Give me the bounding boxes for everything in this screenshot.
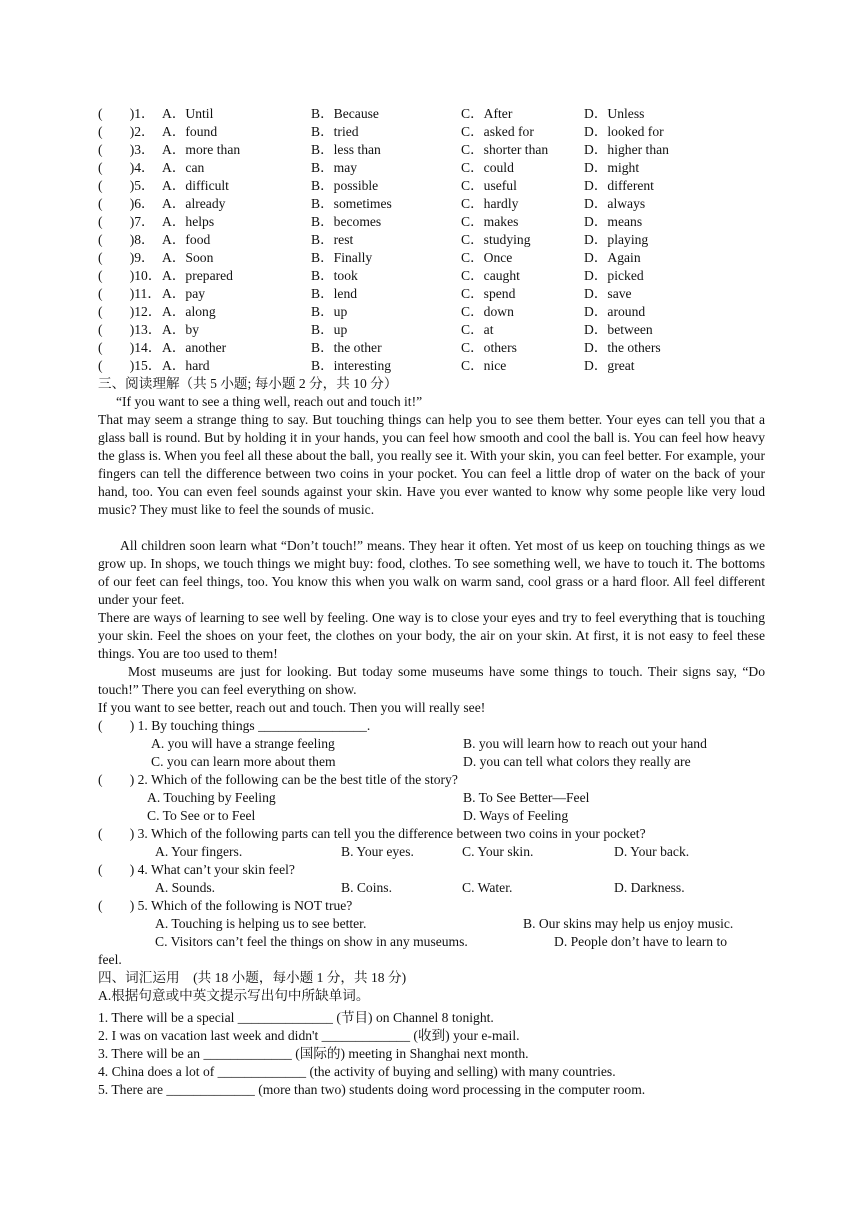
option-b: B．becomes <box>311 214 382 229</box>
cloze-question-13 <box>98 321 778 339</box>
option-b: B．less than <box>311 142 381 157</box>
reading-quote: “If you want to see a thing well, reach out and touch it!” <box>116 394 423 409</box>
option-a: A. Your fingers. <box>155 844 243 859</box>
option-d: D．the others <box>584 340 661 355</box>
option-d: D. People don’t have to learn to <box>554 934 728 949</box>
option-c: C．studying <box>461 232 531 247</box>
option-a: A．helps <box>162 214 215 229</box>
option-a: A. Touching by Feeling <box>147 790 276 805</box>
option-a: A．pay <box>162 286 206 301</box>
option-c: C. To See or to Feel <box>147 808 256 823</box>
question-number: ( )4． <box>98 160 155 175</box>
reading-question-1-options-row-1 <box>98 735 778 753</box>
option-d: D．might <box>584 160 640 175</box>
cloze-question-14 <box>98 339 778 357</box>
option-a: A. you will have a strange feeling <box>151 736 335 751</box>
question-number: ( )1． <box>98 106 155 121</box>
reading-question-2-options-row-1 <box>98 789 778 807</box>
option-a: A. Sounds. <box>155 880 216 895</box>
question-number: ( )5． <box>98 178 155 193</box>
option-a: A．by <box>162 322 200 337</box>
option-c: C．asked for <box>461 124 534 139</box>
option-c: C．others <box>461 340 517 355</box>
question-number: ( )3． <box>98 142 155 157</box>
option-a: A．another <box>162 340 227 355</box>
option-d: D．picked <box>584 268 644 283</box>
option-d: D．looked for <box>584 124 664 139</box>
option-b: B. Your eyes. <box>341 844 414 859</box>
option-a: A．Soon <box>162 250 214 265</box>
option-a: A．hard <box>162 358 210 373</box>
cloze-question-5 <box>98 177 778 195</box>
option-c: C．spend <box>461 286 516 301</box>
vocab-item-4: 4. China does a lot of _____________ (the activity of buying and selling) with many countries. <box>98 1064 616 1079</box>
cloze-question-8 <box>98 231 778 249</box>
cloze-question-3 <box>98 141 778 159</box>
option-d: D. you can tell what colors they really are <box>463 754 691 769</box>
reading-paragraph-3: There are ways of learning to see well by feeling. One way is to close your eyes and try to feel everything that is touching your skin. Feel the shoes on your feet, the clothes on your body, the air on your skin. At first, it is not easy to feel these things. You are too used to them! <box>98 610 765 661</box>
option-b: B．took <box>311 268 358 283</box>
reading-question-4: ( ) 4. What can’t your skin feel? <box>98 862 295 877</box>
cloze-question-7 <box>98 213 778 231</box>
option-c: C．down <box>461 304 514 319</box>
option-b: B．sometimes <box>311 196 392 211</box>
vocab-item-1: 1. There will be a special ______________ (节目) on Channel 8 tonight. <box>98 1010 494 1025</box>
reading-question-1-options-row-2 <box>98 753 778 771</box>
option-a: A．can <box>162 160 205 175</box>
option-d: D. Ways of Feeling <box>463 808 569 823</box>
option-c: C．makes <box>461 214 519 229</box>
cloze-question-12 <box>98 303 778 321</box>
reading-question-2: ( ) 2. Which of the following can be the best title of the story? <box>98 772 458 787</box>
cloze-question-4 <box>98 159 778 177</box>
option-b: B. you will learn how to reach out your hand <box>463 736 707 751</box>
question-number: ( )14． <box>98 340 162 355</box>
option-d: D．playing <box>584 232 649 247</box>
option-a: A．along <box>162 304 216 319</box>
option-b: B．tried <box>311 124 359 139</box>
option-b: B. Coins. <box>341 880 392 895</box>
option-c: C．hardly <box>461 196 519 211</box>
question-number: ( )9． <box>98 250 155 265</box>
option-b: B．Finally <box>311 250 373 265</box>
option-d: D．always <box>584 196 646 211</box>
question-number: ( )15． <box>98 358 162 373</box>
option-b: B．rest <box>311 232 354 247</box>
question-number: ( )2． <box>98 124 155 139</box>
option-d: D. Darkness. <box>614 880 685 895</box>
option-c: C．shorter than <box>461 142 549 157</box>
option-c: C. Visitors can’t feel the things on show in any museums. <box>155 934 468 949</box>
question-number: ( )11． <box>98 286 161 301</box>
option-b: B．the other <box>311 340 382 355</box>
question-number: ( )12． <box>98 304 162 319</box>
question-number: ( )13． <box>98 322 162 337</box>
option-b: B．lend <box>311 286 358 301</box>
reading-paragraph-1: That may seem a strange thing to say. But touching things can help you to see them better. Your eyes can tell you that a glass ball is round. But by holding it in your hands, you can feel how smooth and cool the ball is. You can feel how heavy the glass is. When you feel all these about the ball, you really see it. With your skin, you can feel better. For example, your fingers can tell the difference between two coins in your pocket. You can feel a little drop of water on the back of your hand, too. You can even feel sounds against your skin. Have you ever wanted to know why some people like very loud music? They must like to feel the sounds of music. <box>98 412 765 517</box>
reading-question-5: ( ) 5. Which of the following is NOT true? <box>98 898 353 913</box>
option-d: D．different <box>584 178 654 193</box>
option-c: C．After <box>461 106 513 121</box>
question-number: ( )6． <box>98 196 155 211</box>
option-b: B．Because <box>311 106 379 121</box>
cloze-question-1 <box>98 105 778 123</box>
option-a: A. Touching is helping us to see better. <box>155 916 367 931</box>
vocab-item-2: 2. I was on vacation last week and didn't _____________ (收到) your e-mail. <box>98 1028 520 1043</box>
option-c: C．useful <box>461 178 517 193</box>
reading-question-2-options-row-2 <box>98 807 778 825</box>
option-c: C．could <box>461 160 514 175</box>
vocab-heading: 四、词汇运用 (共 18 小题，每小题 1 分，共 18 分) <box>98 970 407 985</box>
option-d-continuation: feel. <box>98 952 122 967</box>
option-c: C．caught <box>461 268 520 283</box>
option-d: D．great <box>584 358 635 373</box>
option-a: A．prepared <box>162 268 233 283</box>
vocab-instruction: A.根据句意或中英文提示写出句中所缺单词。 <box>98 988 370 1003</box>
cloze-question-9 <box>98 249 778 267</box>
reading-question-5-options-row-2 <box>98 933 778 951</box>
option-b: B．up <box>311 322 348 337</box>
option-a: A．more than <box>162 142 241 157</box>
vocab-item-3: 3. There will be an _____________ (国际的) meeting in Shanghai next month. <box>98 1046 529 1061</box>
question-number: ( )10． <box>98 268 162 283</box>
option-c: C．at <box>461 322 494 337</box>
reading-heading: 三、阅读理解（共 5 小题; 每小题 2 分，共 10 分） <box>98 376 398 391</box>
option-d: D．Again <box>584 250 641 265</box>
option-a: A．Until <box>162 106 214 121</box>
reading-question-3-options <box>98 843 778 861</box>
option-d: D．higher than <box>584 142 669 157</box>
option-b: B．interesting <box>311 358 392 373</box>
option-d: D. Your back. <box>614 844 690 859</box>
option-c: C．Once <box>461 250 513 265</box>
reading-question-4-options <box>98 879 778 897</box>
cloze-question-11 <box>98 285 778 303</box>
option-d: D．save <box>584 286 632 301</box>
reading-question-1: ( ) 1. By touching things ________________. <box>98 718 371 733</box>
reading-paragraph-4: Most museums are just for looking. But today some museums have some things to touch. Their signs say, “Do touch!” There you can feel everything on show. <box>98 664 765 697</box>
option-d: D．means <box>584 214 643 229</box>
option-b: B．up <box>311 304 348 319</box>
cloze-question-6 <box>98 195 778 213</box>
option-a: A．already <box>162 196 226 211</box>
option-a: A．found <box>162 124 218 139</box>
option-d: D．around <box>584 304 646 319</box>
reading-question-5-options-row-1 <box>98 915 778 933</box>
option-c: C. Water. <box>462 880 513 895</box>
option-b: B. Our skins may help us enjoy music. <box>523 916 734 931</box>
option-b: B．may <box>311 160 358 175</box>
option-b: B. To See Better—Feel <box>463 790 590 805</box>
question-number: ( )7． <box>98 214 155 229</box>
reading-paragraph-2: All children soon learn what “Don’t touch!” means. They hear it often. Yet most of us keep on touching things as we grow up. In shops, we touch things we might buy: food, clothes. To see something well, we have to touch it. The bottoms of our feet can feel things, too. You know this when you walk on warm sand, cool grass or a hard floor. All feel different under your feet. <box>98 538 765 607</box>
option-a: A．difficult <box>162 178 229 193</box>
option-c: C．nice <box>461 358 507 373</box>
vocab-item-5: 5. There are _____________ (more than two) students doing word processing in the computer room. <box>98 1082 646 1097</box>
option-a: A．food <box>162 232 211 247</box>
option-b: B．possible <box>311 178 379 193</box>
reading-question-3: ( ) 3. Which of the following parts can tell you the difference between two coins in your pocket? <box>98 826 646 841</box>
question-number: ( )8． <box>98 232 155 247</box>
option-c: C. Your skin. <box>462 844 534 859</box>
reading-paragraph-5: If you want to see better, reach out and touch. Then you will really see! <box>98 700 486 715</box>
option-d: D．Unless <box>584 106 645 121</box>
option-d: D．between <box>584 322 653 337</box>
cloze-question-10 <box>98 267 778 285</box>
option-c: C. you can learn more about them <box>151 754 336 769</box>
cloze-question-2 <box>98 123 778 141</box>
cloze-question-15 <box>98 357 778 375</box>
